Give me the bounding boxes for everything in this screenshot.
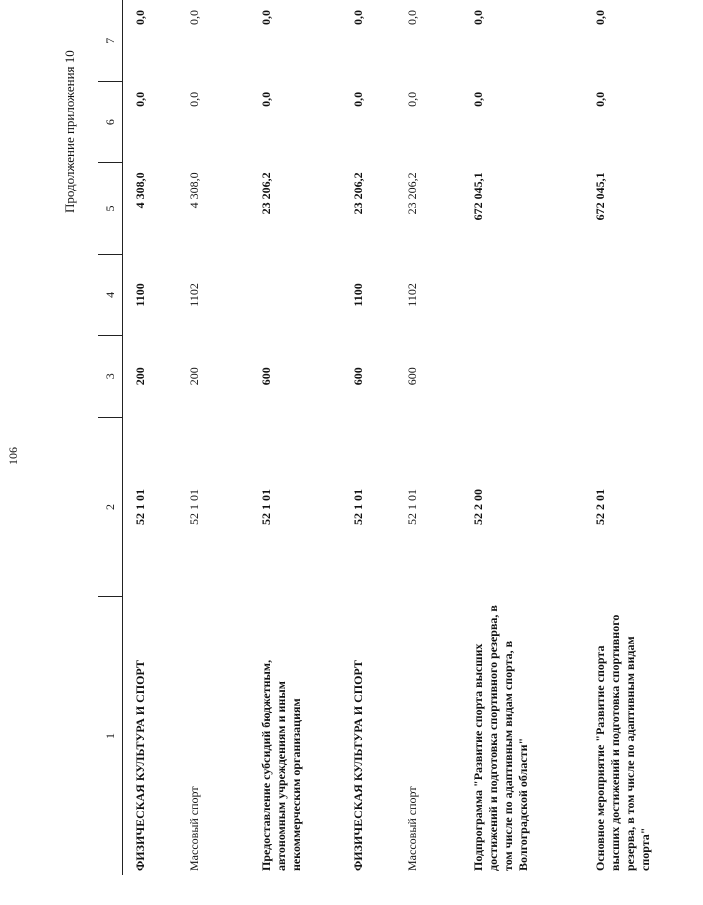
row-col-6: 0,0: [592, 91, 607, 107]
row-code: 52 1 01: [133, 488, 147, 525]
row-col-6: 0,0: [258, 91, 273, 107]
row-code: 52 1 01: [404, 488, 419, 525]
row-name: Предоставление субсидий бюджетным, автономным учреждениям и иным некоммерческим организациям: [258, 659, 303, 871]
row-col-6: 0,0: [186, 91, 201, 107]
table-row: [463, 0, 583, 875]
header-col-3: 3: [98, 335, 123, 417]
row-col-5: 23 206,2: [258, 172, 273, 215]
row-code: 52 1 01: [258, 488, 273, 525]
row-col-5: 672 045,1: [592, 172, 607, 221]
row-code: 52 2 00: [470, 488, 485, 525]
row-col-3: [583, 335, 703, 417]
row-col-4: 1102: [186, 283, 201, 307]
row-name: ФИЗИЧЕСКАЯ КУЛЬТУРА И СПОРТ: [133, 660, 147, 871]
row-col-3: 200: [133, 367, 147, 386]
header-col-5: 5: [98, 162, 123, 254]
row-code: 52 2 01: [592, 488, 607, 525]
page-number: 106: [6, 447, 20, 465]
row-col-7: 0,0: [186, 10, 201, 25]
continuation-label: Продолжение приложения 10: [62, 50, 77, 213]
row-col-7: 0,0: [350, 10, 365, 25]
row-col-7: 0,0: [470, 10, 485, 25]
header-col-2: 2: [98, 417, 123, 596]
row-col-6: 0,0: [470, 91, 485, 107]
budget-table: [98, 0, 703, 875]
table-row: [245, 0, 341, 875]
header-col-6: 6: [98, 82, 123, 162]
row-name: Массовый спорт: [186, 786, 201, 871]
row-col-6: 0,0: [404, 91, 419, 107]
row-col-4: 1100: [350, 283, 365, 307]
row-col-7: 0,0: [258, 10, 273, 25]
row-col-3: 600: [258, 367, 273, 386]
header-col-4: 4: [98, 255, 123, 335]
table-row: [123, 0, 173, 875]
table-row: [173, 0, 245, 875]
row-col-7: 0,0: [404, 10, 419, 25]
row-col-6: 0,0: [133, 91, 147, 107]
row-code: 52 1 01: [186, 488, 201, 525]
row-col-3: 200: [186, 367, 201, 386]
row-col-7: 0,0: [133, 10, 147, 25]
header-col-7: 7: [98, 0, 123, 82]
row-name: Массовый спорт: [404, 786, 419, 871]
row-col-5: 4 308,0: [133, 172, 147, 209]
table-row: [583, 0, 703, 875]
row-col-4: 1100: [133, 283, 147, 307]
row-col-5: 23 206,2: [404, 172, 419, 215]
table-row: [341, 0, 391, 875]
row-col-5: 672 045,1: [470, 172, 485, 221]
table-row: [391, 0, 463, 875]
row-col-6: 0,0: [350, 91, 365, 107]
row-name: Основное мероприятие "Развитие спорта высших достижений и подготовка спортивного резерва, в том числе по адаптивным видам спорта": [592, 614, 652, 871]
row-col-4: 1102: [404, 283, 419, 307]
row-col-7: 0,0: [592, 10, 607, 25]
header-col-1: 1: [98, 597, 123, 875]
header-row: [98, 0, 123, 875]
row-col-5: 23 206,2: [350, 172, 365, 215]
row-col-3: 600: [404, 367, 419, 386]
row-name: Подпрограмма "Развитие спорта высших достижений и подготовка спортивного резерва, в том числе по адаптивным видам спорта, в Волгоградской области": [470, 605, 530, 871]
row-col-3: [463, 335, 583, 417]
row-code: 52 1 01: [350, 488, 365, 525]
row-col-5: 4 308,0: [186, 172, 201, 209]
row-col-4: [463, 255, 583, 335]
row-col-4: [245, 255, 341, 335]
row-name: ФИЗИЧЕСКАЯ КУЛЬТУРА И СПОРТ: [350, 660, 365, 871]
row-col-4: [583, 255, 703, 335]
row-col-3: 600: [350, 367, 365, 386]
